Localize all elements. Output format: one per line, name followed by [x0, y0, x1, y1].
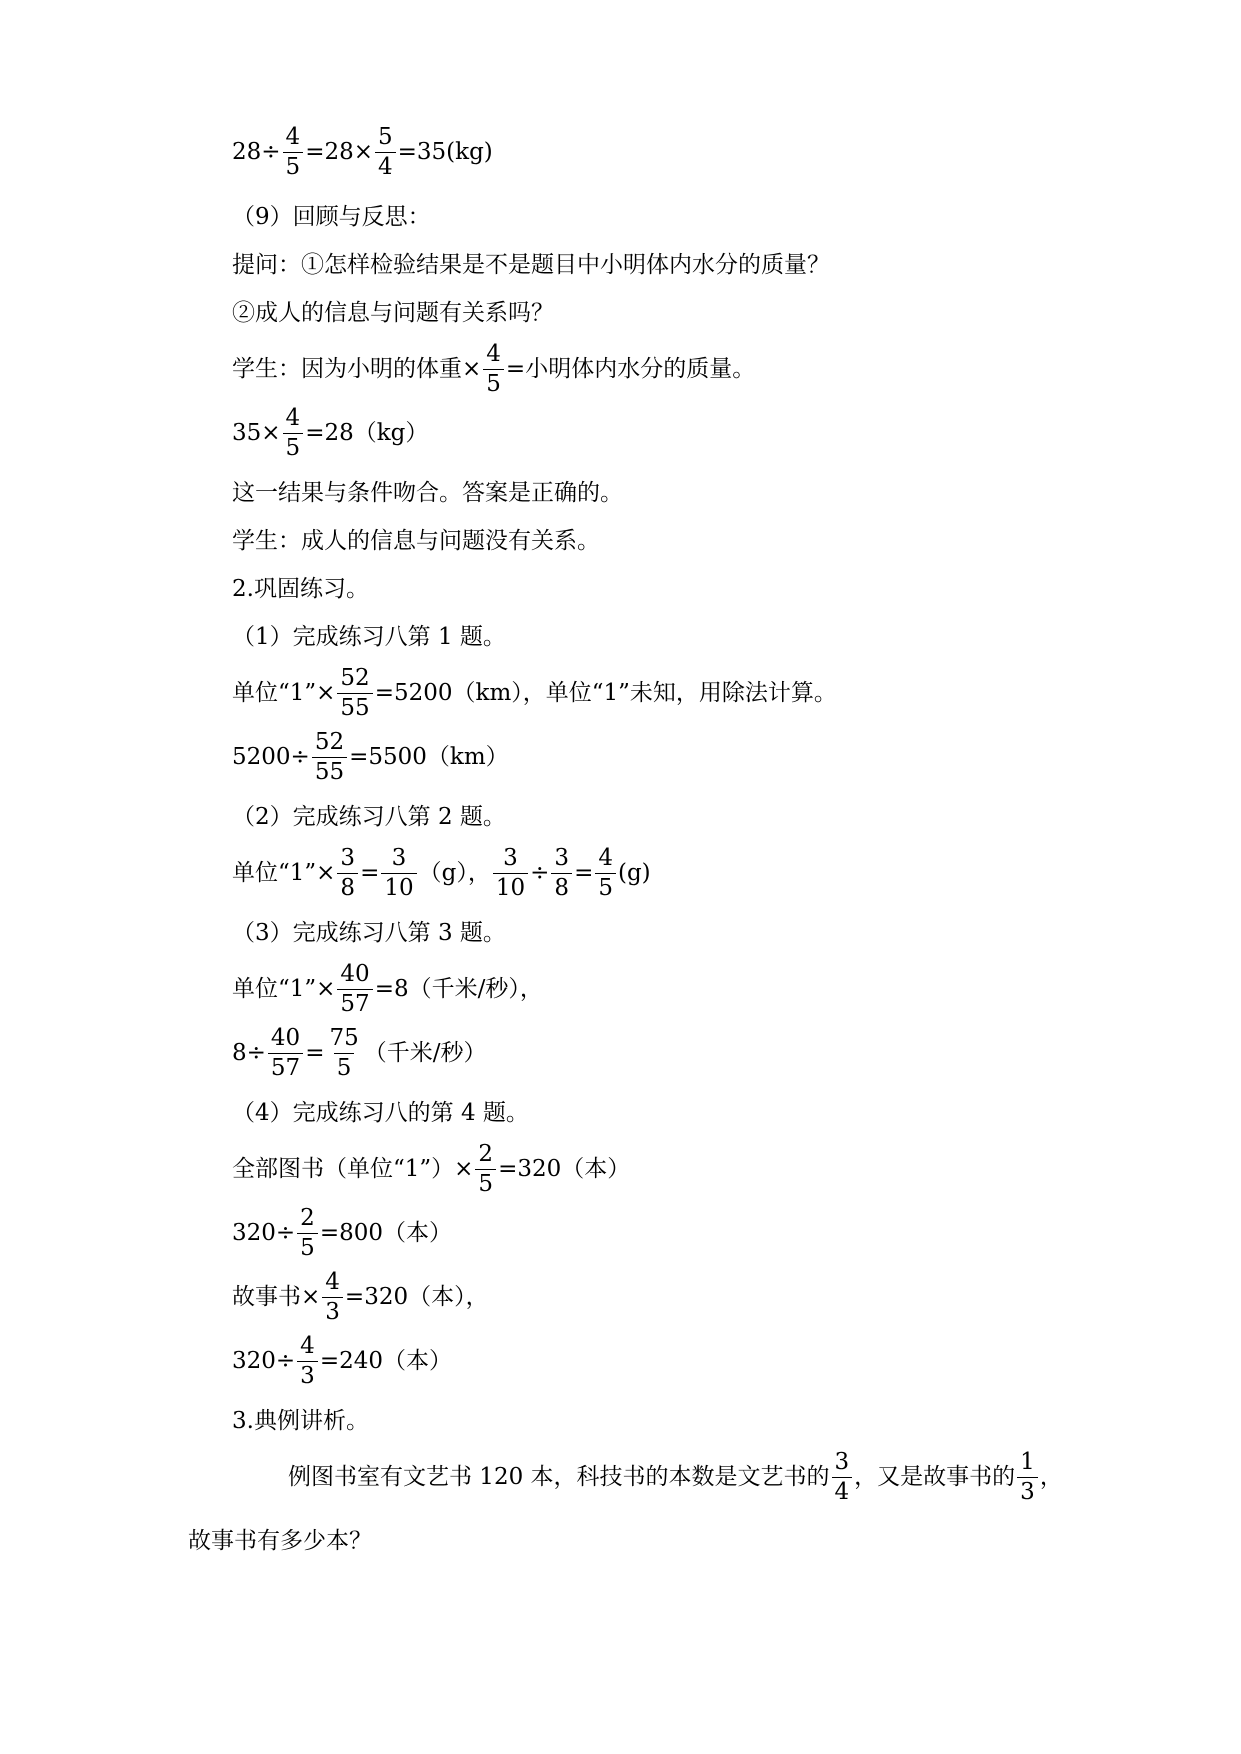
fraction	[337, 664, 372, 721]
fraction	[375, 123, 396, 180]
text-line	[232, 1396, 369, 1446]
text-run: =8（千米/秒），	[374, 975, 543, 1002]
denominator: 4	[375, 152, 396, 179]
denominator: 3	[1017, 1477, 1038, 1504]
text-run: (g)	[617, 859, 651, 886]
text-line	[232, 192, 431, 242]
text-line	[232, 664, 837, 721]
text-run: （9）回顾与反思：	[232, 203, 431, 230]
denominator: 10	[381, 873, 416, 900]
text-run: （千米/秒）	[363, 1039, 487, 1066]
text-line	[232, 728, 509, 785]
denominator: 57	[268, 1053, 303, 1080]
text-line	[232, 1268, 489, 1325]
numerator: 4	[300, 1332, 315, 1359]
text-run: =240（本）	[319, 1347, 452, 1374]
text-line	[232, 792, 506, 842]
text-line	[232, 123, 493, 180]
text-run: 35×	[232, 419, 281, 446]
text-run: =	[574, 859, 594, 886]
text-line	[232, 564, 369, 614]
text-run: 学生：因为小明的体重×	[232, 355, 482, 382]
numerator: 5	[378, 123, 393, 150]
fraction	[483, 340, 504, 397]
text-run: 提问：①怎样检验结果是不是题目中小明体内水分的质量？	[232, 251, 830, 278]
numerator: 4	[325, 1268, 340, 1295]
text-run: =28×	[305, 138, 373, 165]
numerator: 2	[300, 1204, 315, 1231]
text-run: 2.巩固练习。	[232, 575, 369, 602]
text-run: （3）完成练习八第 3 题。	[232, 919, 506, 946]
text-line	[232, 1088, 529, 1138]
fraction	[1017, 1448, 1038, 1505]
numerator: 3	[554, 844, 570, 871]
numerator: 75	[329, 1024, 359, 1051]
numerator: 3	[391, 844, 407, 871]
text-run: ÷	[530, 859, 550, 886]
denominator: 8	[551, 873, 572, 900]
fraction	[832, 1448, 853, 1505]
denominator: 3	[297, 1361, 318, 1388]
text-line	[232, 844, 651, 901]
fraction	[312, 728, 347, 785]
denominator: 55	[337, 693, 372, 720]
text-run: =28（kg）	[305, 419, 429, 446]
text-run: =	[360, 859, 380, 886]
denominator: 5	[283, 152, 304, 179]
denominator: 8	[337, 873, 358, 900]
denominator: 5	[595, 873, 616, 900]
text-run: =小明体内水分的质量。	[505, 355, 756, 382]
text-line	[188, 1516, 372, 1566]
denominator: 5	[483, 369, 504, 396]
text-line	[232, 468, 623, 518]
fraction	[268, 1024, 303, 1081]
text-run: =5200（km），单位“1”未知，用除法计算。	[374, 679, 837, 706]
text-line	[232, 908, 506, 958]
text-run: 320÷	[232, 1219, 296, 1246]
text-line	[232, 1204, 452, 1261]
fraction	[283, 404, 304, 461]
text-line	[232, 960, 543, 1017]
denominator: 3	[322, 1297, 343, 1324]
text-run: 320÷	[232, 1347, 296, 1374]
text-run: 8÷	[232, 1039, 266, 1066]
numerator: 4	[285, 404, 301, 431]
text-run: =35(kg)	[397, 138, 493, 165]
fraction	[551, 844, 572, 901]
denominator: 5	[283, 433, 304, 460]
text-run: ，又是故事书的	[854, 1463, 1016, 1490]
text-run: （2）完成练习八第 2 题。	[232, 803, 506, 830]
text-line	[232, 1140, 631, 1197]
numerator: 40	[340, 960, 370, 987]
denominator: 5	[297, 1233, 318, 1260]
text-run: =320（本）	[498, 1155, 631, 1182]
fraction	[337, 960, 372, 1017]
text-line	[232, 1332, 452, 1389]
text-run: 例图书室有文艺书 120 本，科技书的本数是文艺书的	[288, 1463, 830, 1490]
numerator: 40	[270, 1024, 301, 1051]
fraction	[326, 1024, 361, 1081]
text-line	[232, 340, 756, 397]
numerator: 3	[503, 844, 518, 871]
text-run: 学生：成人的信息与问题没有关系。	[232, 527, 600, 554]
denominator: 5	[334, 1053, 355, 1080]
text-run: （g），	[418, 859, 491, 886]
text-run: ，	[1039, 1463, 1063, 1490]
text-run: 单位“1”×	[232, 679, 336, 706]
text-line	[232, 1024, 487, 1081]
text-run: （4）完成练习八的第 4 题。	[232, 1099, 529, 1126]
text-run: 5200÷	[232, 743, 310, 770]
fraction	[297, 1204, 318, 1261]
text-run: =800（本）	[319, 1219, 452, 1246]
numerator: 4	[285, 123, 301, 150]
fraction	[322, 1268, 343, 1325]
fraction	[475, 1140, 496, 1197]
fraction	[297, 1332, 318, 1389]
text-line	[232, 288, 554, 338]
numerator: 4	[486, 340, 501, 367]
text-run: 单位“1”×	[232, 859, 336, 886]
text-run: 3.典例讲析。	[232, 1407, 369, 1434]
text-run: （1）完成练习八第 1 题。	[232, 623, 506, 650]
text-run: =320（本），	[344, 1283, 489, 1310]
text-run: 单位“1”×	[232, 975, 336, 1002]
denominator: 4	[832, 1477, 853, 1504]
text-line	[232, 516, 600, 566]
denominator: 10	[493, 873, 528, 900]
text-line	[232, 404, 429, 461]
text-run: =5500（km）	[349, 743, 509, 770]
denominator: 57	[337, 989, 372, 1016]
text-line	[288, 1448, 1063, 1505]
numerator: 52	[340, 664, 370, 691]
numerator: 52	[314, 728, 345, 755]
text-run: 全部图书（单位“1”）×	[232, 1155, 474, 1182]
denominator: 55	[312, 757, 347, 784]
fraction	[283, 123, 304, 180]
text-run: 28÷	[232, 138, 281, 165]
fraction	[337, 844, 358, 901]
text-run: 这一结果与条件吻合。答案是正确的。	[232, 479, 623, 506]
numerator: 3	[340, 844, 356, 871]
numerator: 1	[1020, 1448, 1035, 1475]
text-line	[232, 612, 506, 662]
text-run: ②成人的信息与问题有关系吗？	[232, 299, 554, 326]
text-run: =	[305, 1039, 325, 1066]
numerator: 2	[478, 1140, 494, 1167]
numerator: 3	[834, 1448, 850, 1475]
fraction	[493, 844, 528, 901]
fraction	[381, 844, 416, 901]
numerator: 4	[598, 844, 613, 871]
denominator: 5	[475, 1169, 496, 1196]
text-line	[232, 240, 830, 290]
text-run: 故事书×	[232, 1283, 321, 1310]
text-run: 故事书有多少本？	[188, 1527, 372, 1554]
fraction	[595, 844, 616, 901]
